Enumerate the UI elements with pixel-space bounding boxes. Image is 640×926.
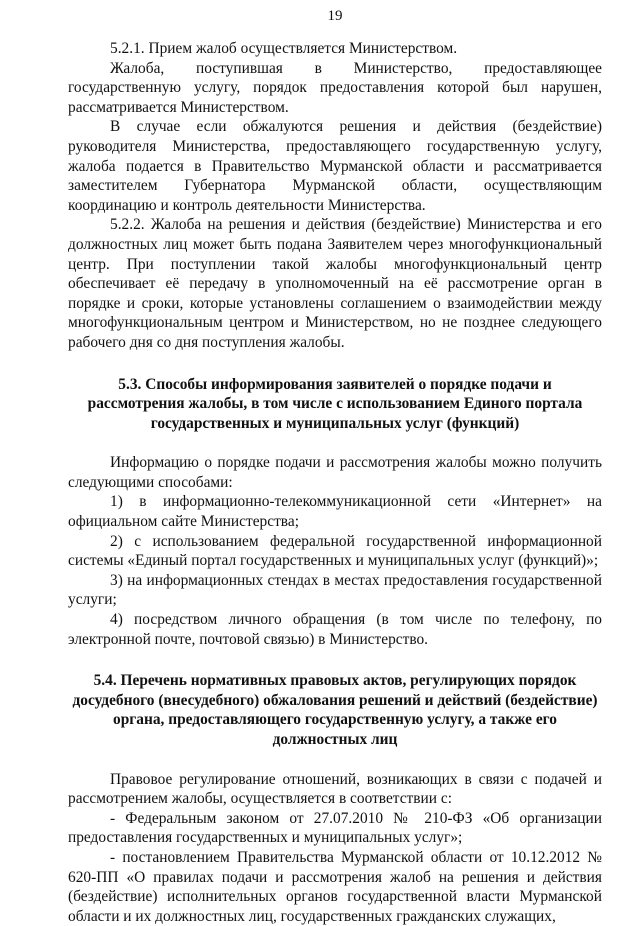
list-item-personal: 4) посредством личного обращения (в том числе по телефону, по электронной почте, почтовой связью) в Министерство.: [68, 611, 602, 648]
list-item-stands: 3) на информационных стендах в местах предоставления государственной услуги;: [68, 571, 602, 609]
paragraph-appeal-head: В случае если обжалуются решения и действия (бездействие) руководителя Министерства, предоставляющего государственную услугу, жалоба подается в Правительство Мурманской области и рассматривается заместителем Губернатора Мурманской области, осуществляющим координацию и контроль деятельности Министерства.: [68, 118, 602, 214]
heading-section-5-3: 5.3. Способы информирования заявителей о порядке подачи и рассмотрения жалобы, в том числе с использованием Единого портала государственных и муниципальных услуг (функций): [87, 375, 583, 432]
list-item-government-resolution: - постановлением Правительства Мурманской области от 10.12.2012 № 620-ПП «О правилах подачи и рассмотрения жалоб на решения и действия (бездействие) исполнительных органов государственной власти Мурманской области и их должностных лиц, государственных гражданских служащих,: [68, 848, 602, 925]
list-item-internet: 1) в информационно-телекоммуникационной сети «Интернет» на официальном сайте Министерства;: [68, 493, 602, 531]
list-item-federal-law: - Федеральным законом от 27.07.2010 № 210-ФЗ «Об организации предоставления государственных и муниципальных услуг»;: [68, 809, 602, 847]
heading-section-5-4: 5.4. Перечень нормативных правовых актов, регулирующих порядок досудебного (внесудебного) обжалования решений и действий (бездействие) органа, предоставляющего государственную услугу, а также его должностных лиц: [72, 672, 598, 748]
document-page: [68, 8, 602, 926]
paragraph-5-2-2: 5.2.2. Жалоба на решения и действия (бездействие) Министерства и его должностных лиц может быть подана Заявителем через многофункциональный центр. При поступлении такой жалобы многофункциональный центр обеспечивает её передачу в уполномоченный на её рассмотрение орган в порядке и сроки, которые установлены соглашением о взаимодействии между многофункциональным центром и Министерством, но не позднее следующего рабочего дня со дня поступления жалобы.: [68, 216, 602, 351]
paragraph-complaint-received: Жалоба, поступившая в Министерство, предоставляющее государственную услугу, порядок предоставления которой был нарушен, рассматривается Министерством.: [68, 59, 602, 116]
paragraph-legal-regulation: Правовое регулирование отношений, возникающих в связи с подачей и рассмотрением жалобы, осуществляется в соответствии с:: [68, 770, 602, 808]
list-item-portal: 2) с использованием федеральной государственной информационной системы «Единый портал государственных и муниципальных услуг (функций)»;: [68, 532, 602, 570]
paragraph-info-methods: Информацию о порядке подачи и рассмотрения жалобы можно получить следующими способами:: [68, 454, 602, 491]
paragraph-5-2-1: 5.2.1. Прием жалоб осуществляется Министерством.: [110, 40, 458, 57]
page-number: 19: [327, 8, 343, 24]
